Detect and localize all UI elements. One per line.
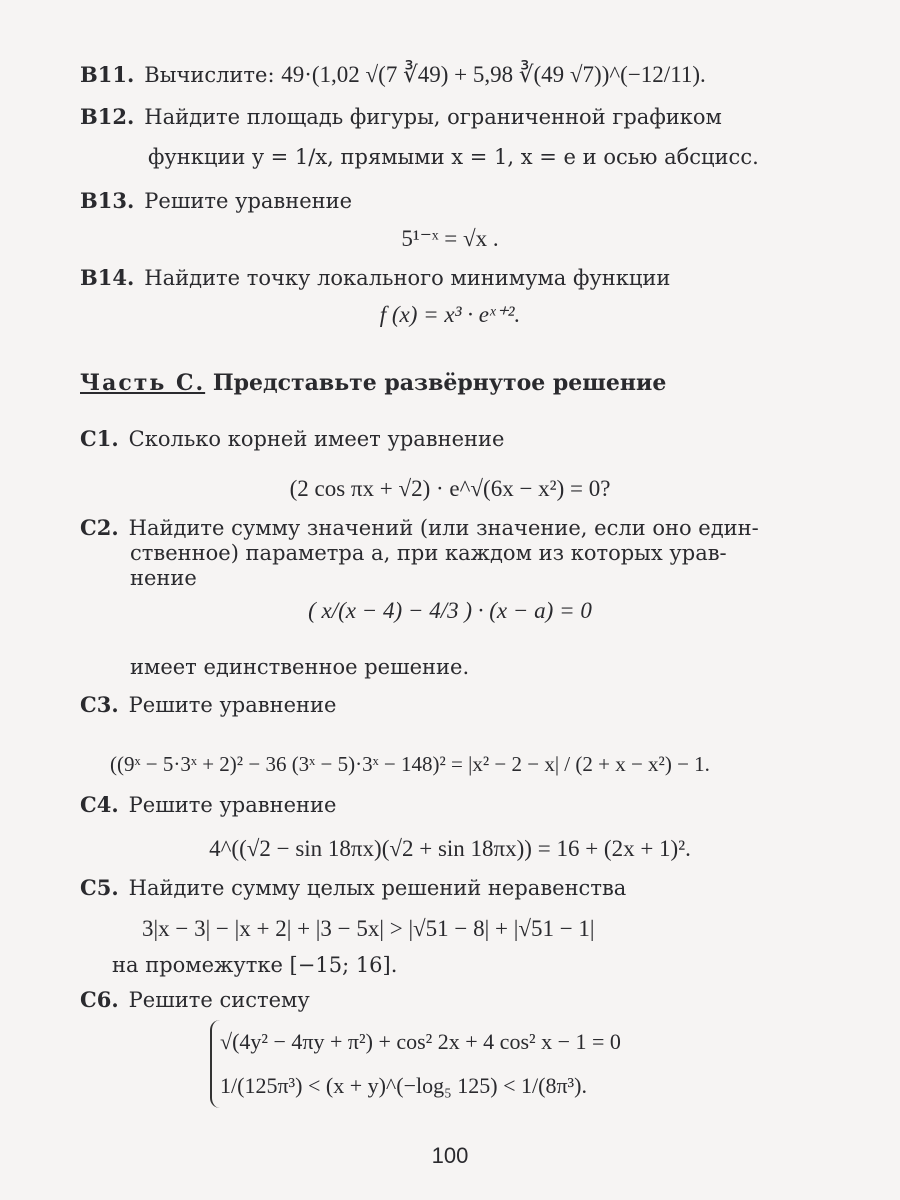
problem-label: B13. bbox=[80, 188, 135, 213]
problem-b14 bbox=[80, 265, 670, 290]
problem-c1 bbox=[80, 426, 504, 451]
problem-text: Решите уравнение bbox=[128, 793, 337, 817]
formula: ((9ˣ − 5·3ˣ + 2)² − 36 (3ˣ − 5)·3ˣ − 148)² = |x² − 2 − x| / (2 + x − x²) − 1. bbox=[110, 752, 710, 776]
problem-text: на промежутке [−15; 16]. bbox=[112, 953, 398, 977]
problem-b12-line2: функции y = 1/x, прямыми x = 1, x = e и осью абсцисс. bbox=[148, 145, 759, 169]
problem-label: C2. bbox=[80, 515, 119, 540]
problem-label: C4. bbox=[80, 792, 119, 817]
problem-label: C3. bbox=[80, 692, 119, 717]
problem-b12 bbox=[80, 104, 722, 129]
problem-label: B11. bbox=[80, 62, 135, 87]
page-number: 100 bbox=[431, 1143, 469, 1168]
problem-c6 bbox=[80, 987, 310, 1012]
problem-text: Вычислите: bbox=[144, 63, 275, 87]
problem-text: Решите систему bbox=[128, 988, 310, 1012]
system-equation-2: 1/(125π³) < (x + y)^(−log₅ 125) < 1/(8π³). bbox=[220, 1073, 587, 1098]
equation-system bbox=[210, 1020, 621, 1108]
problem-text: Решите уравнение bbox=[128, 693, 337, 717]
problem-b11 bbox=[80, 62, 706, 88]
problem-text: Найдите сумму значений (или значение, если оно един- bbox=[128, 516, 759, 540]
system-equation-1: √(4y² − 4πy + π²) + cos² 2x + 4 cos² x − 1 = 0 bbox=[220, 1029, 621, 1054]
problem-text: Решите уравнение bbox=[144, 189, 353, 213]
formula: 3|x − 3| − |x + 2| + |3 − 5x| > |√51 − 8| + |√51 − 1| bbox=[142, 916, 595, 941]
problem-text: Найдите сумму целых решений неравенства bbox=[128, 876, 627, 900]
formula: ( x/(x − 4) − 4/3 ) · (x − a) = 0 bbox=[308, 598, 592, 623]
problem-text: Найдите площадь фигуры, ограниченной графиком bbox=[144, 105, 722, 129]
section-heading bbox=[80, 370, 666, 396]
section-prefix: Часть С. bbox=[80, 370, 206, 396]
problem-label: C1. bbox=[80, 426, 119, 451]
problem-c2 bbox=[80, 515, 759, 540]
problem-text: ственное) параметра a, при каждом из которых урав- bbox=[130, 541, 727, 565]
problem-label: C5. bbox=[80, 875, 119, 900]
problem-text: Сколько корней имеет уравнение bbox=[128, 427, 505, 451]
problem-label: B12. bbox=[80, 104, 135, 129]
formula: 5¹⁻ˣ = √x . bbox=[401, 226, 499, 251]
formula: 49·(1,02 √(7 ∛49) + 5,98 ∛(49 √7))^(−12/11). bbox=[281, 62, 706, 87]
section-title: Представьте развёрнутое решение bbox=[212, 370, 667, 396]
problem-label: C6. bbox=[80, 987, 119, 1012]
problem-c5 bbox=[80, 875, 626, 900]
problem-label: B14. bbox=[80, 265, 135, 290]
problem-text: Найдите точку локального минимума функции bbox=[144, 266, 671, 290]
problem-text: имеет единственное решение. bbox=[130, 655, 470, 679]
problem-c3 bbox=[80, 692, 336, 717]
problem-text: нение bbox=[130, 566, 197, 590]
formula: f (x) = x³ · eˣ⁺². bbox=[379, 302, 521, 327]
formula: (2 cos πx + √2) · e^√(6x − x²) = 0? bbox=[289, 476, 611, 501]
formula: 4^((√2 − sin 18πx)(√2 + sin 18πx)) = 16 + (2x + 1)². bbox=[209, 836, 691, 861]
problem-b13 bbox=[80, 188, 352, 213]
problem-c4 bbox=[80, 792, 336, 817]
